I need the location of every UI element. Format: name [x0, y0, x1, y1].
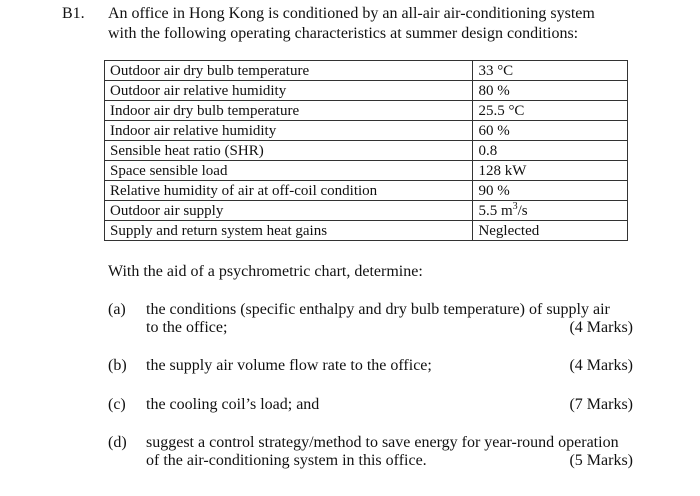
row-label: Indoor air dry bulb temperature: [105, 101, 473, 121]
table-row: [105, 141, 628, 161]
part-line: the cooling coil’s load; and: [146, 396, 320, 413]
part-d: [108, 434, 633, 470]
row-value: 80 %: [473, 81, 628, 101]
part-line: suggest a control strategy/method to save energy for year-round operation: [146, 434, 619, 451]
row-label: Space sensible load: [105, 161, 473, 181]
table-row: [105, 161, 628, 181]
value-unit-tail: /s: [517, 202, 528, 219]
row-value: 128 kW: [473, 161, 628, 181]
part-label: (d): [108, 434, 127, 451]
row-label: Supply and return system heat gains: [105, 221, 473, 241]
row-label: Relative humidity of air at off-coil condition: [105, 181, 473, 201]
part-marks: (4 Marks): [569, 319, 633, 336]
part-text: [146, 357, 633, 375]
part-line: the conditions (specific enthalpy and dry bulb temperature) of supply air: [146, 301, 610, 318]
part-marks: (4 Marks): [569, 357, 633, 374]
row-value: 90 %: [473, 181, 628, 201]
question-intro: [108, 4, 668, 44]
value-superscript: 3: [512, 200, 518, 212]
part-marks: (7 Marks): [569, 396, 633, 413]
part-text: [146, 396, 633, 414]
part-b: [108, 357, 633, 375]
table-row: [105, 61, 628, 81]
part-line: the supply air volume flow rate to the office;: [146, 357, 432, 374]
table-row: [105, 181, 628, 201]
row-label: Outdoor air dry bulb temperature: [105, 61, 473, 81]
part-a: [108, 301, 633, 337]
part-label: (b): [108, 357, 127, 374]
part-label: (c): [108, 396, 126, 413]
part-line: of the air-conditioning system in this office.: [146, 452, 427, 469]
intro-line: with the following operating characteristics at summer design conditions:: [108, 25, 579, 42]
table-row: [105, 121, 628, 141]
row-value: 25.5 °C: [473, 101, 628, 121]
row-value: 33 °C: [473, 61, 628, 81]
table-row: [105, 201, 628, 221]
table-row: [105, 81, 628, 101]
table-row: [105, 101, 628, 121]
part-marks: (5 Marks): [569, 452, 633, 469]
lead-in-text: With the aid of a psychrometric chart, determine:: [108, 263, 423, 280]
row-value: Neglected: [473, 221, 628, 241]
value-base: 5.5 m: [478, 202, 513, 219]
part-label: (a): [108, 301, 126, 318]
operating-characteristics-table: [104, 60, 628, 241]
question-number: B1.: [62, 5, 85, 22]
part-c: [108, 396, 633, 414]
row-label: Outdoor air supply: [105, 201, 473, 221]
part-text: [146, 301, 633, 337]
row-label: Outdoor air relative humidity: [105, 81, 473, 101]
part-line: to the office;: [146, 319, 228, 336]
row-value: 60 %: [473, 121, 628, 141]
row-label: Sensible heat ratio (SHR): [105, 141, 473, 161]
row-value: 0.8: [473, 141, 628, 161]
part-text: [146, 434, 633, 470]
row-value: [473, 201, 628, 221]
table-row: [105, 221, 628, 241]
intro-line: An office in Hong Kong is conditioned by an all-air air-conditioning system: [108, 5, 595, 22]
row-label: Indoor air relative humidity: [105, 121, 473, 141]
